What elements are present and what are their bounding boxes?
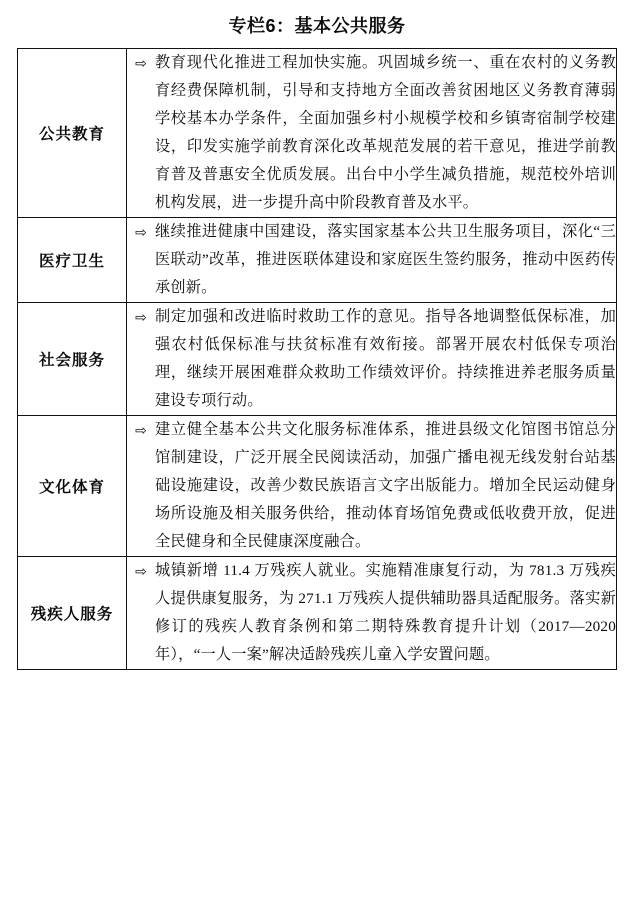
page-title: 专栏6：基本公共服务 <box>228 16 406 36</box>
table-row <box>18 218 617 303</box>
arrow-icon: ⇨ <box>135 423 147 439</box>
row-content-cell <box>127 49 617 218</box>
table-row <box>18 303 617 416</box>
row-content: 教育现代化推进工程加快实施。巩固城乡统一、重在农村的义务教育经费保障机制，引导和支持地方全面改善贫困地区义务教育薄弱学校基本办学条件，全面加强乡村小规模学校和乡镇寄宿制学校建设，印发实施学前教育深化改革规范发展的若干意见，推进学前教育普及普惠安全优质发展。出台中小学生减负措施，规范校外培训机构发展，进一步提升高中阶段教育普及水平。 <box>155 54 616 211</box>
row-content: 城镇新增 11.4 万残疾人就业。实施精准康复行动，为 781.3 万残疾人提供康复服务，为 271.1 万残疾人提供辅助器具适配服务。落实新修订的残疾人教育条例和第二期特殊教育提升计划（2017—2020 年），“一人一案”解决适龄残疾儿童入学安置问题。 <box>155 562 616 663</box>
public-services-table <box>17 48 617 670</box>
row-content-cell <box>127 303 617 416</box>
row-content-cell <box>127 557 617 670</box>
row-category: 残疾人服务 <box>18 557 127 670</box>
row-content: 建立健全基本公共文化服务标准体系，推进县级文化馆图书馆总分馆制建设，广泛开展全民阅读活动，加强广播电视无线发射台站基础设施建设，改善少数民族语言文字出版能力。增加全民运动健身场所设施及相关服务供给，推动体育场馆免费或低收费开放，促进全民健身和全民健康深度融合。 <box>155 421 616 550</box>
arrow-icon: ⇨ <box>135 310 147 326</box>
row-category: 医疗卫生 <box>18 218 127 303</box>
arrow-icon: ⇨ <box>135 56 147 72</box>
arrow-icon: ⇨ <box>135 564 147 580</box>
row-content-cell <box>127 416 617 557</box>
row-category: 公共教育 <box>18 49 127 218</box>
table-row <box>18 49 617 218</box>
row-content: 继续推进健康中国建设，落实国家基本公共卫生服务项目，深化“三医联动”改革，推进医联体建设和家庭医生签约服务，推动中医药传承创新。 <box>155 223 616 296</box>
row-category: 文化体育 <box>18 416 127 557</box>
table-row <box>18 416 617 557</box>
row-category: 社会服务 <box>18 303 127 416</box>
arrow-icon: ⇨ <box>135 225 147 241</box>
row-content-cell <box>127 218 617 303</box>
row-content: 制定加强和改进临时救助工作的意见。指导各地调整低保标准，加强农村低保标准与扶贫标准有效衔接。部署开展农村低保专项治理，继续开展困难群众救助工作绩效评价。持续推进养老服务质量建设专项行动。 <box>155 308 616 409</box>
table-row <box>18 557 617 670</box>
